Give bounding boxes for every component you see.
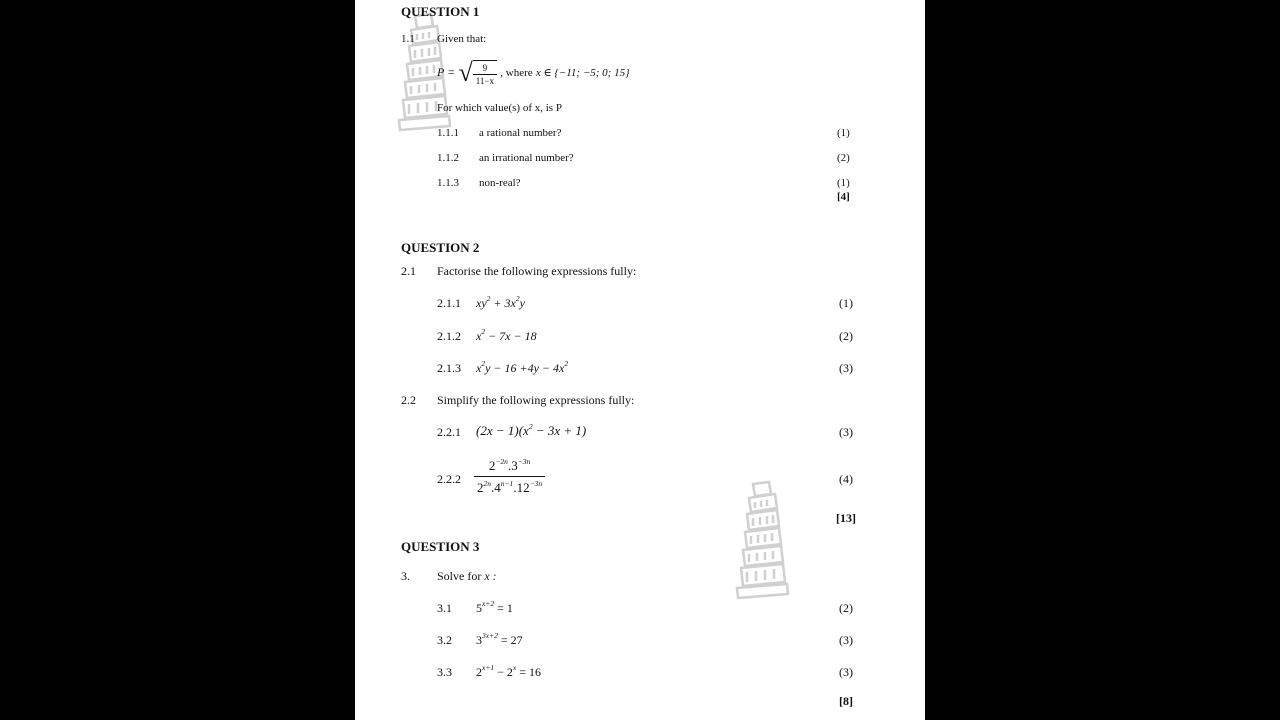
q1-1-2-number: 1.1.2 — [437, 152, 459, 164]
radical-sign: √ — [458, 58, 473, 87]
q1-1-2-mark: (2) — [837, 152, 850, 164]
p-numerator: 9 — [473, 63, 497, 75]
square-root — [458, 58, 497, 88]
q2-2-1-number: 2.2.1 — [437, 425, 461, 439]
q1-1-1-text: a rational number? — [479, 127, 562, 139]
q1-1-1-mark: (1) — [837, 127, 850, 139]
x-domain: x ∈ {−11; −5; 0; 15} — [535, 66, 630, 79]
q1-1-3-text: non-real? — [479, 177, 521, 189]
q3-3-number: 3.3 — [437, 665, 452, 679]
q2-1-2-expression: $x^2 - 7x - 18$ — [476, 327, 537, 343]
q2-2-2-mark: (4) — [839, 472, 853, 486]
q2-1-number: 2.1 — [401, 264, 416, 278]
q1-1-3-mark: (1) — [837, 177, 850, 189]
question-1-title: QUESTION 1 — [401, 4, 480, 19]
q2-2-1-expression: $(2x - 1)(x^2 - 3x + 1)$ — [476, 422, 587, 438]
q2-2-2-numerator: $2^{-2n}.3^{-3n}$ — [474, 458, 545, 477]
q1-1-number: 1.1 — [401, 33, 415, 45]
q3-3-mark: (3) — [839, 665, 853, 679]
q1-1-1-number: 1.1.1 — [437, 127, 459, 139]
q3-total: [8] — [839, 694, 853, 708]
q1-1-3-number: 1.1.3 — [437, 177, 459, 189]
q2-2-number: 2.2 — [401, 393, 416, 407]
q2-2-2-fraction — [474, 458, 545, 496]
where-text: , where — [500, 66, 533, 79]
document-page — [355, 0, 925, 720]
q3-text: Solve for x : — [437, 569, 497, 583]
q2-2-text: Simplify the following expressions fully: — [437, 393, 635, 407]
q3-number: 3. — [401, 569, 410, 583]
q2-2-1-mark: (3) — [839, 425, 853, 439]
q3-2-mark: (3) — [839, 633, 853, 647]
q2-1-text: Factorise the following expressions fully: — [437, 264, 637, 278]
q2-total: [13] — [836, 511, 856, 525]
q2-1-1-mark: (1) — [839, 296, 853, 310]
q1-prompt: For which value(s) of x, is P — [437, 102, 562, 114]
q2-1-3-mark: (3) — [839, 361, 853, 375]
q2-1-2-number: 2.1.2 — [437, 329, 461, 343]
q2-1-3-number: 2.1.3 — [437, 361, 461, 375]
q2-1-1-number: 2.1.1 — [437, 296, 461, 310]
question-3-title: QUESTION 3 — [401, 539, 480, 554]
q3-1-number: 3.1 — [437, 601, 452, 615]
leaning-tower-icon — [730, 476, 796, 601]
q3-1-mark: (2) — [839, 601, 853, 615]
q1-given-text: Given that: — [437, 33, 487, 45]
q3-1-expression: $5^{x+2} = 1$ — [476, 599, 513, 615]
q2-1-2-mark: (2) — [839, 329, 853, 343]
q1-total: [4] — [837, 191, 850, 203]
question-2-title: QUESTION 2 — [401, 240, 480, 255]
q3-3-expression: $2^{x+1} - 2^x = 16$ — [476, 663, 542, 679]
q2-2-2-number: 2.2.2 — [437, 472, 461, 486]
p-denominator: 11−x — [475, 76, 494, 86]
q1-1-2-text: an irrational number? — [479, 152, 574, 164]
p-lhs: P = — [437, 64, 456, 79]
q2-1-1-expression: $xy^2 + 3x^2y$ — [476, 294, 525, 310]
q2-2-2-denominator: $2^{2n}.4^{n-1}.12^{-3n}$ — [477, 479, 543, 495]
q3-2-expression: $3^{3x+2} = 27$ — [476, 631, 523, 647]
q3-2-number: 3.2 — [437, 633, 452, 647]
p-definition — [437, 58, 629, 88]
q2-1-3-expression: $x^2y - 16 +4y - 4x^2$ — [476, 359, 569, 375]
